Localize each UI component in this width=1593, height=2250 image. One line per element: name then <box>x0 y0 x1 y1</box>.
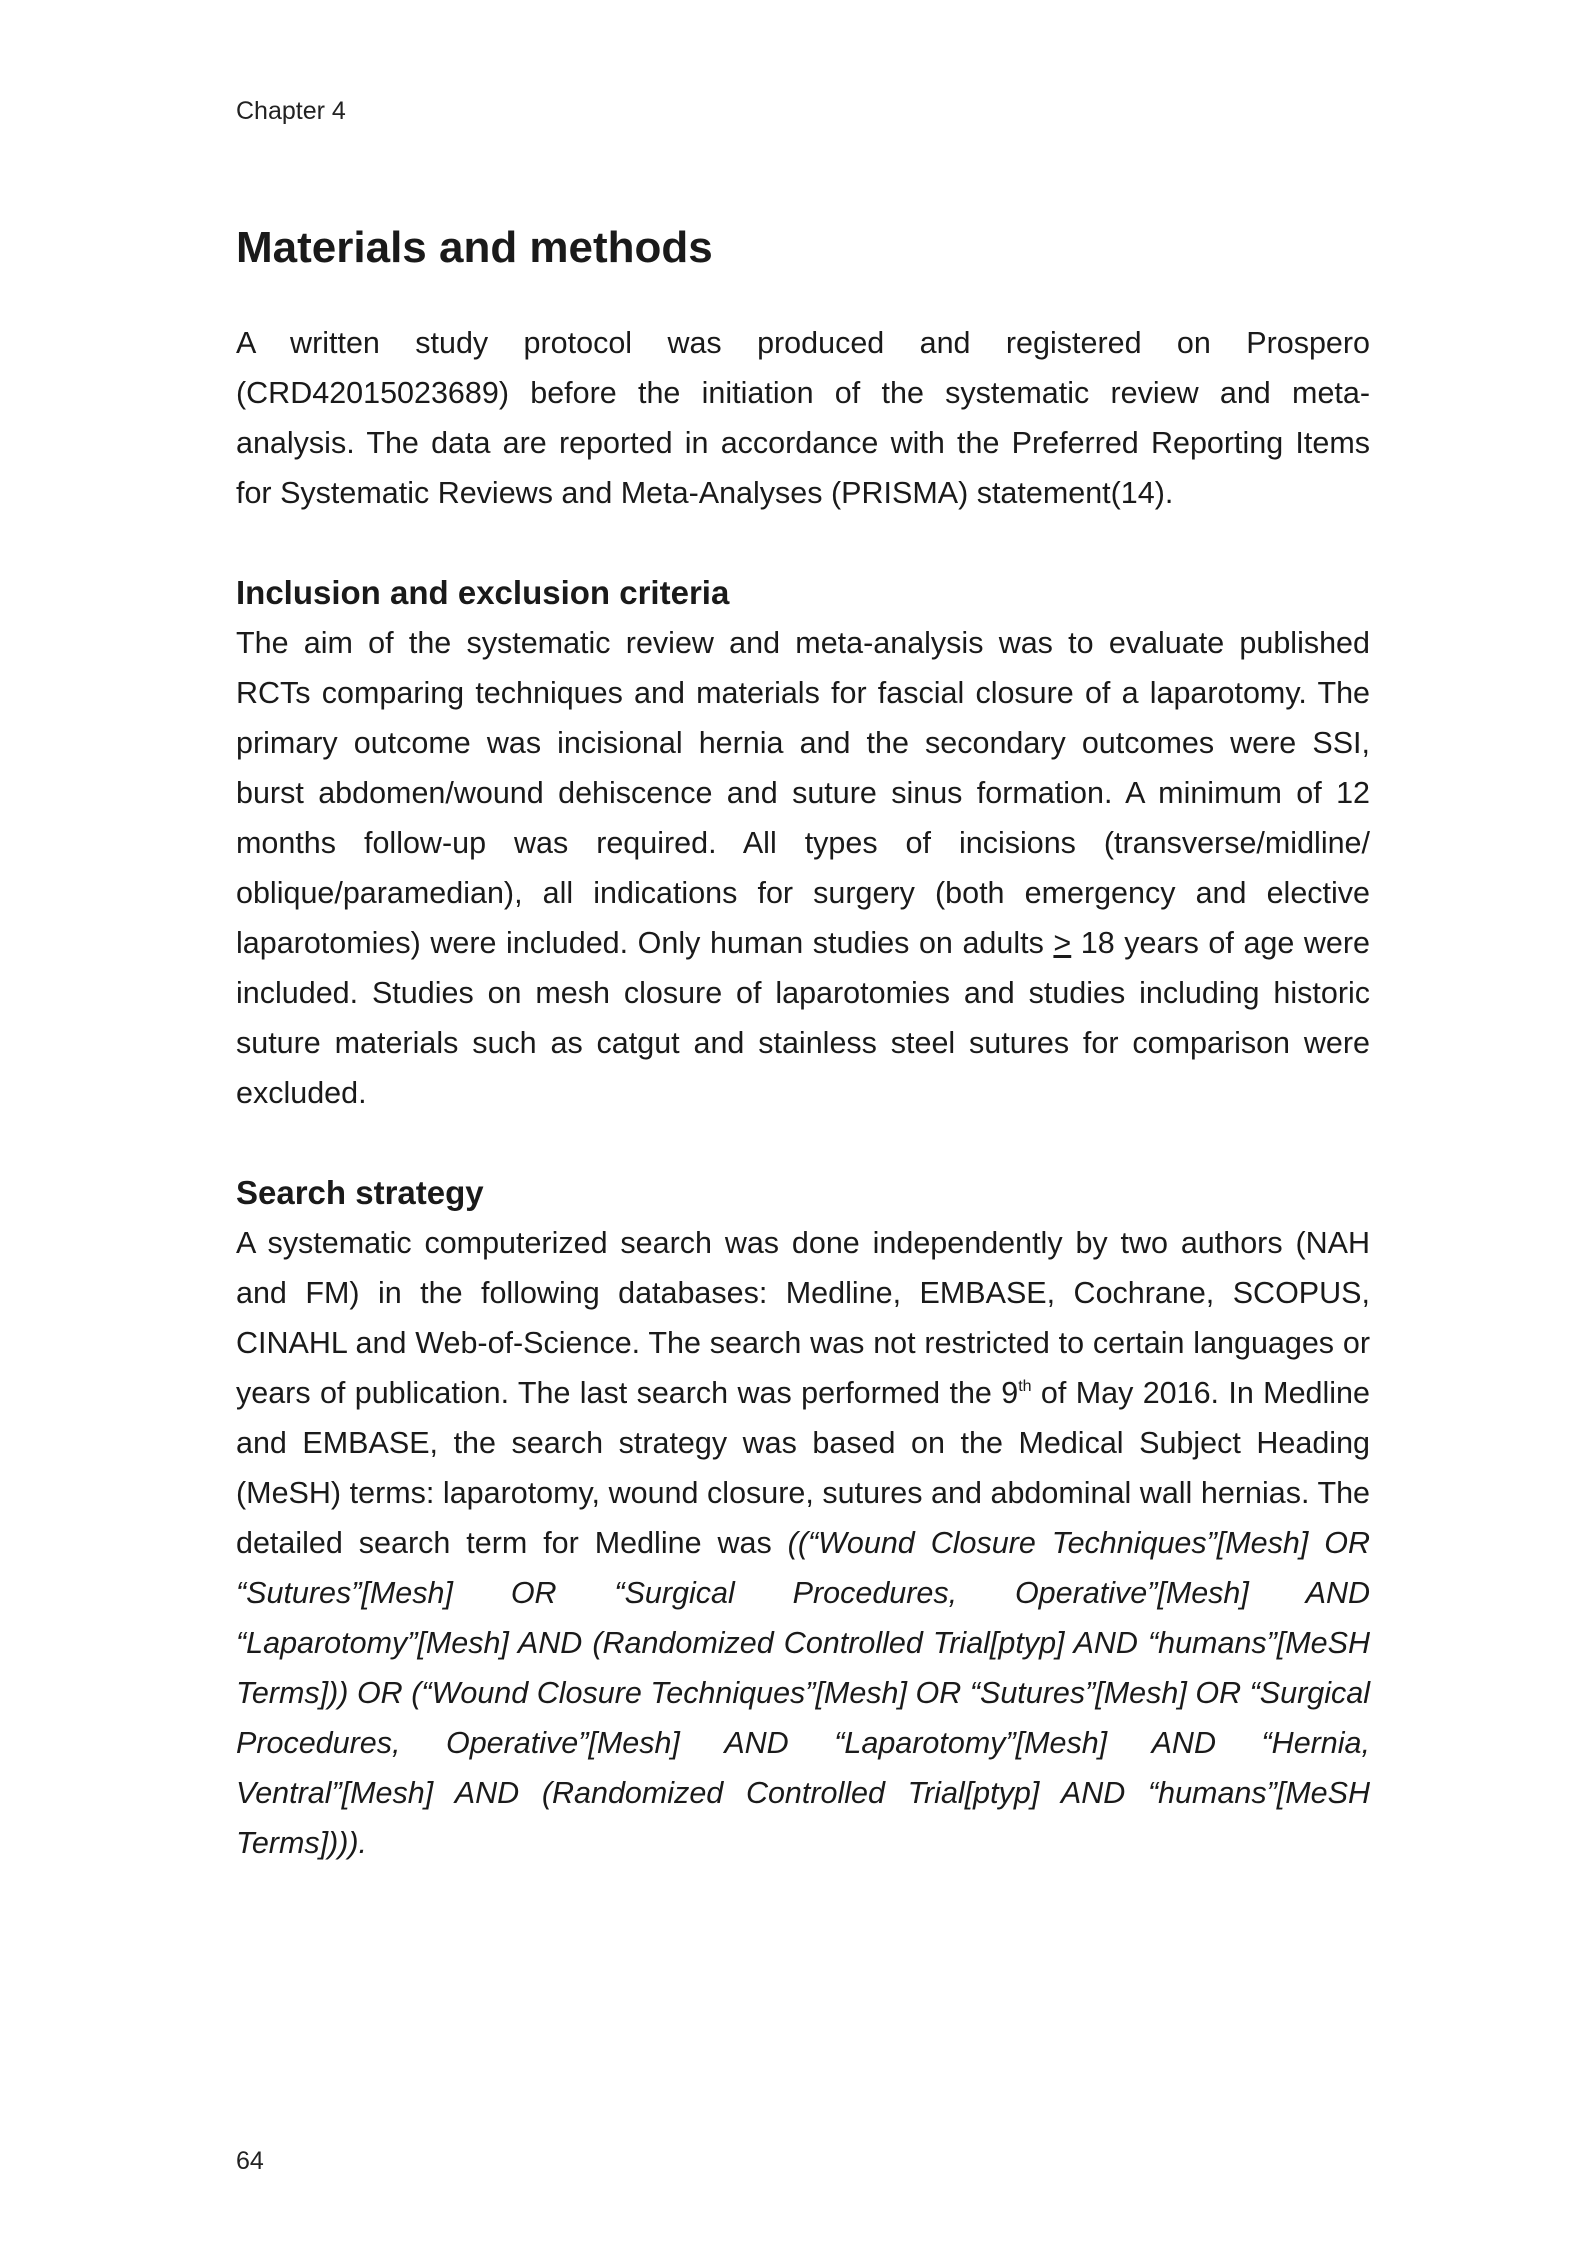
page-number: 64 <box>236 2147 264 2175</box>
inclusion-text-a: The aim of the systematic review and meta-analysis was to evaluate published RCTs comparing techniques and materials for fascial closure of a laparotomy. The primary outcome was incisional hernia and the secondary outcomes were SSI, burst abdomen/wound dehiscence and suture sinus formation. A minimum of 12 months follow-up was required. All types of incisions (transverse/midline/ oblique/paramedian), all indications for surgery (both emergency and elective laparotomies) were included. Only human studies on adults <box>236 626 1370 960</box>
inclusion-text-b: 18 years of age were included. Studies on mesh closure of laparotomies and studies including historic suture materials such as catgut and stainless steel sutures for comparison were excluded. <box>236 926 1371 1110</box>
running-head: Chapter 4 <box>236 97 346 125</box>
search-text-b: of May 2016. In Medline and EMBASE, the search strategy was based on the Medical Subject Heading (MeSH) terms: laparotomy, wound closure, sutures and abdominal wall hernias. The detailed search term for Medline was <box>236 1376 1370 1560</box>
medline-query: ((“Wound Closure Techniques”[Mesh] OR “Sutures”[Mesh] OR “Surgical Procedures, Operative”[Mesh] AND “Laparotomy”[Mesh] AND (Randomized Controlled Trial[ptyp] AND “humans”[MeSH Terms])) OR (“Wound Closure Techniques”[Mesh] OR “Sutures”[Mesh] OR “Surgical Procedures, Operative”[Mesh] AND “Laparotomy”[Mesh] AND “Hernia, Ventral”[Mesh] AND (Randomized Controlled Trial[ptyp] AND “humans”[MeSH Terms]))). <box>236 1526 1370 1860</box>
intro-paragraph: A written study protocol was produced and registered on Prospero (CRD42015023689) before the initiation of the systematic review and meta-analysis. The data are reported in accordance with the Preferred Reporting Items for Systematic Reviews and Meta-Analyses (PRISMA) statement(14). <box>236 326 1370 510</box>
search-paragraph <box>236 1218 1370 1868</box>
date-superscript: th <box>1018 1378 1032 1395</box>
section-title: Materials and methods <box>236 223 713 272</box>
inclusion-paragraph <box>236 618 1370 1118</box>
geq-symbol: > <box>1053 926 1072 960</box>
page-content <box>236 220 1370 1868</box>
inclusion-heading: Inclusion and exclusion criteria <box>236 574 730 611</box>
search-heading: Search strategy <box>236 1174 484 1211</box>
search-text-a: A systematic computerized search was done independently by two authors (NAH and FM) in the following databases: Medline, EMBASE, Cochrane, SCOPUS, CINAHL and Web-of-Science. The search was not restricted to certain languages or years of publication. The last search was performed the 9 <box>236 1226 1370 1410</box>
